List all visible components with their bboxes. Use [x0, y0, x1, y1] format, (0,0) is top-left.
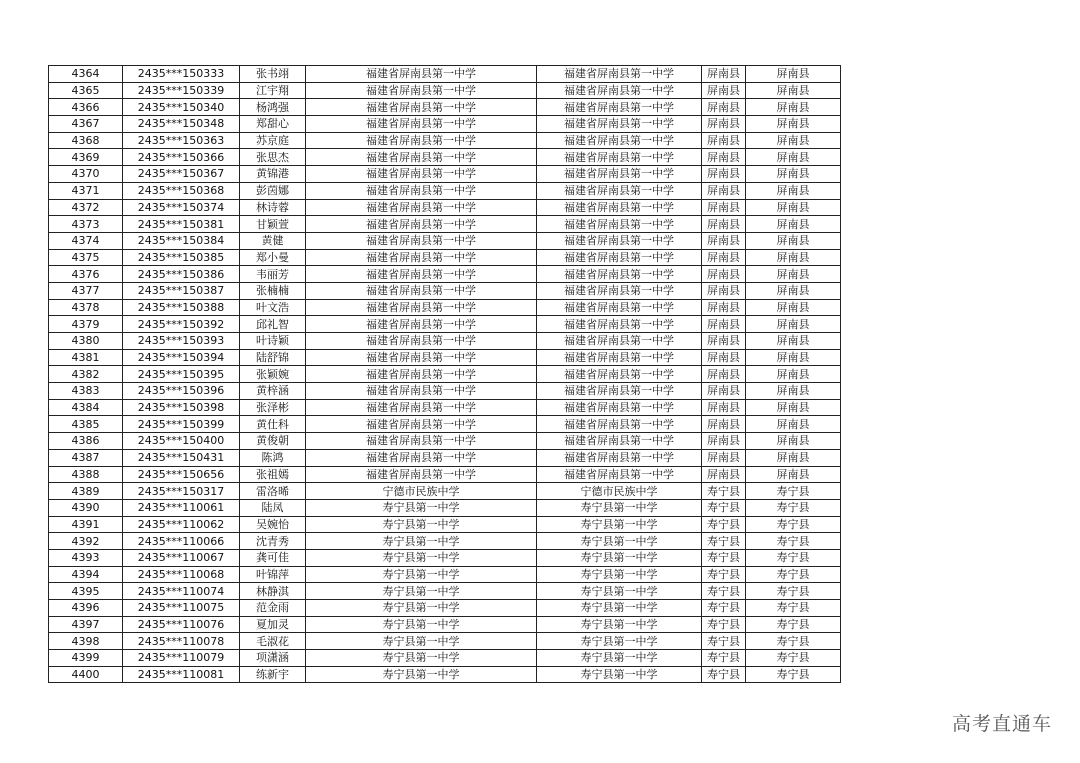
cell-school-2: 福建省屏南县第一中学 — [537, 182, 702, 199]
cell-exam-id: 2435***150367 — [123, 166, 240, 183]
cell-county: 屏南县 — [702, 433, 746, 450]
cell-county: 屏南县 — [702, 132, 746, 149]
cell-school: 寿宁县第一中学 — [306, 666, 537, 683]
cell-student-name: 陆凤 — [240, 499, 306, 516]
cell-seq-no: 4386 — [49, 433, 123, 450]
cell-school: 寿宁县第一中学 — [306, 583, 537, 600]
cell-exam-id: 2435***150388 — [123, 299, 240, 316]
cell-exam-id: 2435***150366 — [123, 149, 240, 166]
cell-county: 屏南县 — [702, 416, 746, 433]
cell-student-name: 彭茵娜 — [240, 182, 306, 199]
cell-student-name: 韦丽芳 — [240, 266, 306, 283]
cell-seq-no: 4366 — [49, 99, 123, 116]
table-row — [49, 266, 841, 283]
cell-county-2: 寿宁县 — [746, 566, 841, 583]
cell-school: 寿宁县第一中学 — [306, 650, 537, 667]
cell-county-2: 寿宁县 — [746, 533, 841, 550]
cell-exam-id: 2435***150386 — [123, 266, 240, 283]
cell-student-name: 黄俊朝 — [240, 433, 306, 450]
cell-seq-no: 4398 — [49, 633, 123, 650]
cell-county: 寿宁县 — [702, 566, 746, 583]
cell-seq-no: 4397 — [49, 616, 123, 633]
cell-seq-no: 4395 — [49, 583, 123, 600]
cell-exam-id: 2435***110079 — [123, 650, 240, 667]
cell-seq-no: 4382 — [49, 366, 123, 383]
cell-seq-no: 4367 — [49, 116, 123, 133]
cell-seq-no: 4378 — [49, 299, 123, 316]
cell-exam-id: 2435***150368 — [123, 182, 240, 199]
cell-exam-id: 2435***150431 — [123, 449, 240, 466]
cell-student-name: 吴婉怡 — [240, 516, 306, 533]
table-row — [49, 349, 841, 366]
cell-school: 福建省屏南县第一中学 — [306, 116, 537, 133]
cell-student-name: 张书翊 — [240, 66, 306, 83]
cell-seq-no: 4384 — [49, 399, 123, 416]
table-row — [49, 433, 841, 450]
cell-county: 屏南县 — [702, 99, 746, 116]
table-row — [49, 166, 841, 183]
cell-county-2: 屏南县 — [746, 66, 841, 83]
cell-school-2: 福建省屏南县第一中学 — [537, 383, 702, 400]
cell-school-2: 寿宁县第一中学 — [537, 583, 702, 600]
cell-exam-id: 2435***150400 — [123, 433, 240, 450]
cell-school: 寿宁县第一中学 — [306, 533, 537, 550]
cell-student-name: 杨鸿强 — [240, 99, 306, 116]
table-row — [49, 533, 841, 550]
cell-county-2: 屏南县 — [746, 199, 841, 216]
table-row — [49, 366, 841, 383]
cell-exam-id: 2435***150340 — [123, 99, 240, 116]
cell-student-name: 林静淇 — [240, 583, 306, 600]
cell-county: 屏南县 — [702, 366, 746, 383]
cell-exam-id: 2435***110081 — [123, 666, 240, 683]
cell-seq-no: 4380 — [49, 333, 123, 350]
cell-county-2: 屏南县 — [746, 266, 841, 283]
cell-seq-no: 4389 — [49, 483, 123, 500]
cell-county-2: 屏南县 — [746, 416, 841, 433]
cell-school-2: 寿宁县第一中学 — [537, 600, 702, 617]
cell-exam-id: 2435***150348 — [123, 116, 240, 133]
cell-school-2: 福建省屏南县第一中学 — [537, 399, 702, 416]
roster-body — [49, 66, 841, 683]
cell-exam-id: 2435***110068 — [123, 566, 240, 583]
cell-seq-no: 4379 — [49, 316, 123, 333]
cell-seq-no: 4374 — [49, 232, 123, 249]
cell-exam-id: 2435***150339 — [123, 82, 240, 99]
cell-student-name: 黄健 — [240, 232, 306, 249]
cell-county-2: 屏南县 — [746, 383, 841, 400]
cell-student-name: 叶锦萍 — [240, 566, 306, 583]
cell-county-2: 屏南县 — [746, 116, 841, 133]
cell-seq-no: 4381 — [49, 349, 123, 366]
cell-student-name: 张颖婉 — [240, 366, 306, 383]
cell-student-name: 甘颖萱 — [240, 216, 306, 233]
cell-student-name: 叶文浩 — [240, 299, 306, 316]
cell-county-2: 屏南县 — [746, 466, 841, 483]
cell-student-name: 苏京庭 — [240, 132, 306, 149]
cell-student-name: 沈青秀 — [240, 533, 306, 550]
cell-seq-no: 4387 — [49, 449, 123, 466]
cell-county: 寿宁县 — [702, 499, 746, 516]
cell-student-name: 龚可佳 — [240, 549, 306, 566]
table-row — [49, 566, 841, 583]
cell-school-2: 福建省屏南县第一中学 — [537, 299, 702, 316]
cell-exam-id: 2435***150387 — [123, 282, 240, 299]
cell-exam-id: 2435***150656 — [123, 466, 240, 483]
table-row — [49, 600, 841, 617]
cell-school-2: 福建省屏南县第一中学 — [537, 266, 702, 283]
cell-school-2: 寿宁县第一中学 — [537, 499, 702, 516]
cell-exam-id: 2435***110075 — [123, 600, 240, 617]
cell-county: 寿宁县 — [702, 650, 746, 667]
cell-exam-id: 2435***150385 — [123, 249, 240, 266]
cell-seq-no: 4373 — [49, 216, 123, 233]
cell-student-name: 范金雨 — [240, 600, 306, 617]
table-row — [49, 132, 841, 149]
cell-student-name: 黄仕科 — [240, 416, 306, 433]
cell-county: 屏南县 — [702, 116, 746, 133]
cell-school-2: 福建省屏南县第一中学 — [537, 132, 702, 149]
cell-exam-id: 2435***150384 — [123, 232, 240, 249]
cell-school-2: 福建省屏南县第一中学 — [537, 66, 702, 83]
cell-seq-no: 4399 — [49, 650, 123, 667]
cell-seq-no: 4383 — [49, 383, 123, 400]
cell-county-2: 屏南县 — [746, 299, 841, 316]
cell-county: 寿宁县 — [702, 583, 746, 600]
cell-county: 屏南县 — [702, 149, 746, 166]
cell-county-2: 屏南县 — [746, 316, 841, 333]
cell-school: 寿宁县第一中学 — [306, 516, 537, 533]
cell-school: 寿宁县第一中学 — [306, 499, 537, 516]
cell-county-2: 屏南县 — [746, 249, 841, 266]
table-row — [49, 249, 841, 266]
cell-county-2: 屏南县 — [746, 149, 841, 166]
table-row — [49, 549, 841, 566]
cell-student-name: 江宇翔 — [240, 82, 306, 99]
cell-county-2: 屏南县 — [746, 333, 841, 350]
cell-county: 屏南县 — [702, 399, 746, 416]
cell-school: 福建省屏南县第一中学 — [306, 66, 537, 83]
cell-student-name: 郑甜心 — [240, 116, 306, 133]
cell-student-name: 张祖嫣 — [240, 466, 306, 483]
cell-school-2: 福建省屏南县第一中学 — [537, 416, 702, 433]
cell-seq-no: 4371 — [49, 182, 123, 199]
cell-county-2: 屏南县 — [746, 282, 841, 299]
cell-exam-id: 2435***110062 — [123, 516, 240, 533]
cell-school-2: 福建省屏南县第一中学 — [537, 433, 702, 450]
cell-exam-id: 2435***150396 — [123, 383, 240, 400]
cell-county: 屏南县 — [702, 249, 746, 266]
table-row — [49, 633, 841, 650]
cell-exam-id: 2435***110066 — [123, 533, 240, 550]
cell-seq-no: 4394 — [49, 566, 123, 583]
cell-seq-no: 4369 — [49, 149, 123, 166]
cell-school: 福建省屏南县第一中学 — [306, 383, 537, 400]
cell-school: 福建省屏南县第一中学 — [306, 166, 537, 183]
cell-seq-no: 4376 — [49, 266, 123, 283]
cell-county-2: 寿宁县 — [746, 616, 841, 633]
cell-school: 寿宁县第一中学 — [306, 566, 537, 583]
cell-school-2: 寿宁县第一中学 — [537, 533, 702, 550]
cell-student-name: 张泽彬 — [240, 399, 306, 416]
cell-exam-id: 2435***150398 — [123, 399, 240, 416]
cell-county: 寿宁县 — [702, 666, 746, 683]
cell-school: 福建省屏南县第一中学 — [306, 282, 537, 299]
cell-school-2: 寿宁县第一中学 — [537, 549, 702, 566]
table-row — [49, 316, 841, 333]
cell-school: 福建省屏南县第一中学 — [306, 149, 537, 166]
cell-seq-no: 4365 — [49, 82, 123, 99]
cell-school-2: 福建省屏南县第一中学 — [537, 166, 702, 183]
cell-school-2: 寿宁县第一中学 — [537, 650, 702, 667]
cell-school: 福建省屏南县第一中学 — [306, 349, 537, 366]
watermark-text: 高考直通车 — [951, 713, 1052, 735]
cell-exam-id: 2435***150381 — [123, 216, 240, 233]
cell-county: 屏南县 — [702, 82, 746, 99]
table-row — [49, 499, 841, 516]
cell-school: 福建省屏南县第一中学 — [306, 82, 537, 99]
cell-student-name: 黄梓涵 — [240, 383, 306, 400]
cell-school: 福建省屏南县第一中学 — [306, 249, 537, 266]
cell-exam-id: 2435***150394 — [123, 349, 240, 366]
cell-seq-no: 4368 — [49, 132, 123, 149]
cell-county: 寿宁县 — [702, 483, 746, 500]
table-row — [49, 232, 841, 249]
cell-exam-id: 2435***110074 — [123, 583, 240, 600]
cell-school: 寿宁县第一中学 — [306, 600, 537, 617]
cell-exam-id: 2435***150317 — [123, 483, 240, 500]
table-row — [49, 182, 841, 199]
cell-school: 福建省屏南县第一中学 — [306, 199, 537, 216]
cell-county: 屏南县 — [702, 232, 746, 249]
cell-school-2: 福建省屏南县第一中学 — [537, 232, 702, 249]
cell-school-2: 福建省屏南县第一中学 — [537, 333, 702, 350]
cell-county: 屏南县 — [702, 449, 746, 466]
cell-county: 屏南县 — [702, 466, 746, 483]
cell-county-2: 屏南县 — [746, 449, 841, 466]
cell-seq-no: 4372 — [49, 199, 123, 216]
cell-school-2: 寿宁县第一中学 — [537, 633, 702, 650]
cell-county-2: 屏南县 — [746, 433, 841, 450]
table-row — [49, 516, 841, 533]
table-row — [49, 416, 841, 433]
roster-table — [48, 65, 841, 683]
cell-exam-id: 2435***110061 — [123, 499, 240, 516]
cell-school-2: 福建省屏南县第一中学 — [537, 116, 702, 133]
cell-county-2: 屏南县 — [746, 182, 841, 199]
cell-school-2: 福建省屏南县第一中学 — [537, 349, 702, 366]
cell-county: 屏南县 — [702, 216, 746, 233]
cell-school: 福建省屏南县第一中学 — [306, 99, 537, 116]
cell-county: 屏南县 — [702, 166, 746, 183]
table-row — [49, 650, 841, 667]
cell-school: 福建省屏南县第一中学 — [306, 232, 537, 249]
cell-county: 寿宁县 — [702, 633, 746, 650]
cell-school-2: 福建省屏南县第一中学 — [537, 466, 702, 483]
cell-county-2: 屏南县 — [746, 99, 841, 116]
table-row — [49, 333, 841, 350]
cell-county: 屏南县 — [702, 266, 746, 283]
cell-county: 寿宁县 — [702, 533, 746, 550]
cell-school-2: 福建省屏南县第一中学 — [537, 99, 702, 116]
cell-school-2: 福建省屏南县第一中学 — [537, 149, 702, 166]
table-row — [49, 399, 841, 416]
cell-county: 寿宁县 — [702, 549, 746, 566]
table-row — [49, 616, 841, 633]
cell-county: 屏南县 — [702, 282, 746, 299]
cell-exam-id: 2435***150393 — [123, 333, 240, 350]
cell-student-name: 练新宇 — [240, 666, 306, 683]
cell-seq-no: 4364 — [49, 66, 123, 83]
cell-county-2: 屏南县 — [746, 232, 841, 249]
table-row — [49, 466, 841, 483]
cell-school: 福建省屏南县第一中学 — [306, 399, 537, 416]
cell-county-2: 屏南县 — [746, 132, 841, 149]
cell-student-name: 陆舒锦 — [240, 349, 306, 366]
cell-school-2: 福建省屏南县第一中学 — [537, 216, 702, 233]
table-row — [49, 199, 841, 216]
cell-school: 福建省屏南县第一中学 — [306, 266, 537, 283]
cell-school-2: 寿宁县第一中学 — [537, 566, 702, 583]
cell-student-name: 郑小曼 — [240, 249, 306, 266]
cell-county: 屏南县 — [702, 316, 746, 333]
table-row — [49, 149, 841, 166]
cell-seq-no: 4390 — [49, 499, 123, 516]
cell-county-2: 屏南县 — [746, 349, 841, 366]
cell-school-2: 福建省屏南县第一中学 — [537, 82, 702, 99]
table-row — [49, 116, 841, 133]
cell-seq-no: 4385 — [49, 416, 123, 433]
cell-student-name: 张思杰 — [240, 149, 306, 166]
cell-county-2: 寿宁县 — [746, 583, 841, 600]
cell-county-2: 屏南县 — [746, 166, 841, 183]
cell-school-2: 福建省屏南县第一中学 — [537, 199, 702, 216]
cell-county-2: 寿宁县 — [746, 600, 841, 617]
table-row — [49, 483, 841, 500]
cell-seq-no: 4388 — [49, 466, 123, 483]
cell-school: 福建省屏南县第一中学 — [306, 299, 537, 316]
cell-school: 福建省屏南县第一中学 — [306, 366, 537, 383]
cell-student-name: 叶诗颖 — [240, 333, 306, 350]
cell-student-name: 夏加灵 — [240, 616, 306, 633]
cell-student-name: 张楠楠 — [240, 282, 306, 299]
cell-seq-no: 4400 — [49, 666, 123, 683]
cell-seq-no: 4392 — [49, 533, 123, 550]
cell-exam-id: 2435***150374 — [123, 199, 240, 216]
cell-school-2: 宁德市民族中学 — [537, 483, 702, 500]
cell-exam-id: 2435***110067 — [123, 549, 240, 566]
cell-seq-no: 4370 — [49, 166, 123, 183]
cell-student-name: 黄锦港 — [240, 166, 306, 183]
cell-school-2: 福建省屏南县第一中学 — [537, 249, 702, 266]
cell-county-2: 寿宁县 — [746, 483, 841, 500]
cell-county: 寿宁县 — [702, 516, 746, 533]
cell-school-2: 福建省屏南县第一中学 — [537, 282, 702, 299]
cell-county-2: 屏南县 — [746, 399, 841, 416]
cell-school: 福建省屏南县第一中学 — [306, 416, 537, 433]
cell-county: 屏南县 — [702, 299, 746, 316]
cell-seq-no: 4396 — [49, 600, 123, 617]
cell-seq-no: 4393 — [49, 549, 123, 566]
cell-county: 屏南县 — [702, 199, 746, 216]
cell-school-2: 福建省屏南县第一中学 — [537, 449, 702, 466]
cell-school: 福建省屏南县第一中学 — [306, 216, 537, 233]
table-row — [49, 449, 841, 466]
cell-school: 福建省屏南县第一中学 — [306, 466, 537, 483]
cell-school: 福建省屏南县第一中学 — [306, 132, 537, 149]
cell-county-2: 屏南县 — [746, 216, 841, 233]
table-row — [49, 666, 841, 683]
cell-county: 寿宁县 — [702, 600, 746, 617]
cell-exam-id: 2435***110076 — [123, 616, 240, 633]
cell-exam-id: 2435***150399 — [123, 416, 240, 433]
cell-exam-id: 2435***150392 — [123, 316, 240, 333]
cell-school: 福建省屏南县第一中学 — [306, 433, 537, 450]
cell-school: 寿宁县第一中学 — [306, 616, 537, 633]
cell-county-2: 寿宁县 — [746, 650, 841, 667]
cell-school: 寿宁县第一中学 — [306, 633, 537, 650]
cell-school: 福建省屏南县第一中学 — [306, 316, 537, 333]
cell-county-2: 寿宁县 — [746, 633, 841, 650]
cell-student-name: 邱礼智 — [240, 316, 306, 333]
table-row — [49, 383, 841, 400]
cell-county: 屏南县 — [702, 333, 746, 350]
cell-county-2: 寿宁县 — [746, 549, 841, 566]
cell-exam-id: 2435***150333 — [123, 66, 240, 83]
cell-county-2: 屏南县 — [746, 82, 841, 99]
cell-school: 福建省屏南县第一中学 — [306, 449, 537, 466]
cell-county-2: 寿宁县 — [746, 666, 841, 683]
table-row — [49, 282, 841, 299]
cell-school-2: 寿宁县第一中学 — [537, 666, 702, 683]
cell-student-name: 陈鸿 — [240, 449, 306, 466]
cell-county: 寿宁县 — [702, 616, 746, 633]
cell-seq-no: 4375 — [49, 249, 123, 266]
cell-student-name: 雷洛晞 — [240, 483, 306, 500]
table-row — [49, 216, 841, 233]
cell-county: 屏南县 — [702, 383, 746, 400]
cell-exam-id: 2435***150395 — [123, 366, 240, 383]
cell-county: 屏南县 — [702, 66, 746, 83]
cell-exam-id: 2435***150363 — [123, 132, 240, 149]
cell-school-2: 福建省屏南县第一中学 — [537, 366, 702, 383]
table-row — [49, 82, 841, 99]
cell-county: 屏南县 — [702, 182, 746, 199]
cell-school-2: 寿宁县第一中学 — [537, 516, 702, 533]
cell-student-name: 项潇涵 — [240, 650, 306, 667]
cell-county-2: 寿宁县 — [746, 499, 841, 516]
cell-school: 福建省屏南县第一中学 — [306, 333, 537, 350]
table-row — [49, 583, 841, 600]
table-row — [49, 299, 841, 316]
cell-exam-id: 2435***110078 — [123, 633, 240, 650]
cell-county-2: 屏南县 — [746, 366, 841, 383]
cell-county-2: 寿宁县 — [746, 516, 841, 533]
cell-school: 福建省屏南县第一中学 — [306, 182, 537, 199]
cell-student-name: 毛淑花 — [240, 633, 306, 650]
cell-seq-no: 4377 — [49, 282, 123, 299]
cell-school-2: 福建省屏南县第一中学 — [537, 316, 702, 333]
cell-student-name: 林诗蓉 — [240, 199, 306, 216]
cell-seq-no: 4391 — [49, 516, 123, 533]
cell-school: 寿宁县第一中学 — [306, 549, 537, 566]
table-row — [49, 99, 841, 116]
table-row — [49, 66, 841, 83]
cell-school-2: 寿宁县第一中学 — [537, 616, 702, 633]
cell-school: 宁德市民族中学 — [306, 483, 537, 500]
cell-county: 屏南县 — [702, 349, 746, 366]
